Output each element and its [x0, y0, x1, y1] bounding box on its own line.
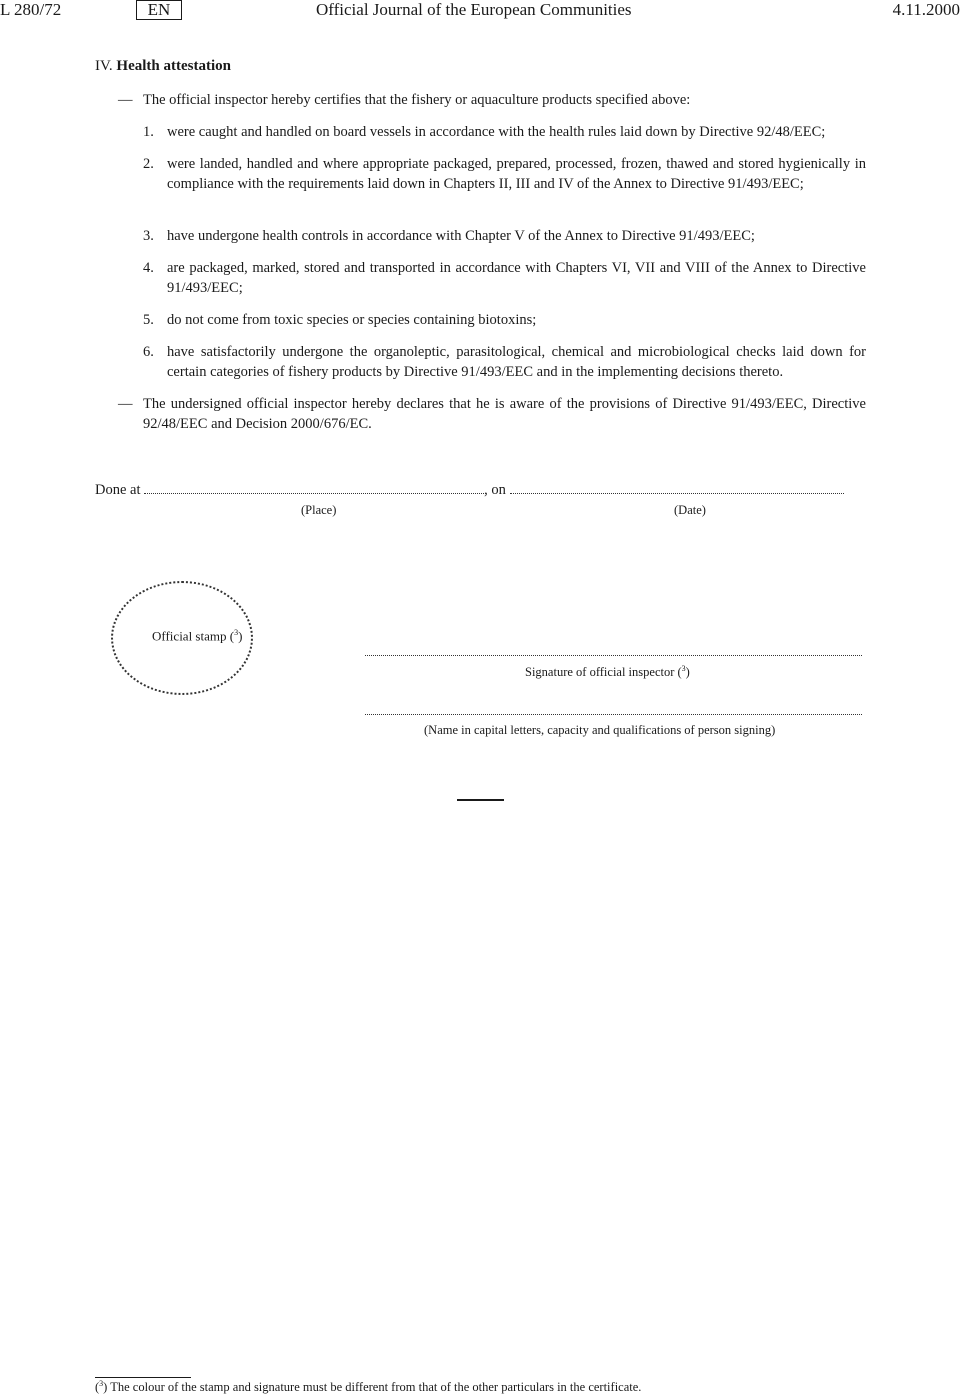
- on-label: , on: [484, 482, 506, 498]
- item-text: were caught and handled on board vessels in accordance with the health rules laid down by Directive 92/48/EEC;: [167, 124, 826, 140]
- close-paren: ): [238, 628, 243, 644]
- section-heading: Health attestation: [116, 58, 231, 74]
- name-caption: (Name in capital letters, capacity and qualifications of person signing): [424, 723, 776, 737]
- end-separator: [457, 799, 504, 801]
- item-text: were landed, handled and where appropriate packaged, prepared, processed, frozen, thawed and stored hygienically in compliance with the requirements laid down in Chapters II, III and IV of the Annex to Directive 91/493/EEC;: [167, 156, 866, 192]
- item-text: are packaged, marked, stored and transported in accordance with Chapters VI, VII and VIII of the Annex to Directive 91/493/EEC;: [167, 260, 866, 296]
- item-number: 3.: [143, 228, 154, 244]
- date-caption: (Date): [674, 503, 706, 517]
- list-item: [143, 226, 866, 246]
- item-number: 1.: [143, 124, 154, 140]
- item-number: 4.: [143, 260, 154, 276]
- journal-reference: L 280/72: [0, 0, 62, 19]
- item-number: 6.: [143, 344, 154, 360]
- place-field[interactable]: [144, 481, 484, 494]
- footnote-rule: [95, 1377, 191, 1378]
- declaration-text: The undersigned official inspector hereby declares that he is aware of the provisions of Directive 91/493/EEC, Directive 92/48/EEC and Decision 2000/676/EC.: [143, 396, 866, 432]
- stamp-label-text: Official stamp (: [152, 628, 235, 644]
- close-paren: ): [685, 665, 690, 680]
- item-number: 5.: [143, 312, 154, 328]
- page-header: [0, 0, 960, 22]
- footnote-marker: 3: [234, 628, 239, 637]
- footnote-marker: 3: [681, 664, 686, 673]
- footnote-ref: 3: [99, 1379, 104, 1388]
- list-item: [143, 310, 866, 330]
- publication-date: 4.11.2000: [892, 0, 960, 19]
- footnote-text: The colour of the stamp and signature must be different from that of the other particulars in the certificate.: [110, 1380, 642, 1395]
- list-item: [143, 154, 866, 194]
- footnote: ($^3$) The colour of the stamp and signature must be different from that of the other particulars in the certificate.: [95, 1379, 642, 1395]
- language-badge: EN: [136, 0, 182, 20]
- date-field[interactable]: [510, 481, 844, 494]
- list-item: [143, 258, 866, 298]
- name-field[interactable]: [365, 714, 862, 715]
- done-at-label: Done at: [95, 482, 141, 498]
- place-caption: (Place): [301, 503, 337, 517]
- signature-caption: [525, 664, 690, 680]
- list-item: [143, 342, 866, 382]
- list-item: [143, 122, 866, 142]
- item-number: 2.: [143, 156, 154, 172]
- section-number: IV.: [95, 58, 113, 74]
- item-text: do not come from toxic species or species containing biotoxins;: [167, 312, 537, 328]
- journal-title: Official Journal of the European Communities: [316, 0, 632, 19]
- stamp-label: [152, 628, 242, 644]
- item-text: have undergone health controls in accordance with Chapter V of the Annex to Directive 91/493/EEC;: [167, 228, 755, 244]
- section-title: [95, 58, 231, 75]
- signature-caption-text: Signature of official inspector (: [525, 665, 682, 680]
- dash-marker: —: [118, 92, 133, 108]
- intro-text: The official inspector hereby certifies that the fishery or aquaculture products specified above:: [143, 92, 691, 108]
- signature-field[interactable]: [365, 655, 862, 656]
- item-text: have satisfactorily undergone the organoleptic, parasitological, chemical and microbiological checks laid down for certain categories of fishery products by Directive 91/493/EEC and in the implementing decisions thereto.: [167, 344, 866, 380]
- place-date-line: [95, 481, 844, 499]
- dash-marker: —: [118, 396, 133, 412]
